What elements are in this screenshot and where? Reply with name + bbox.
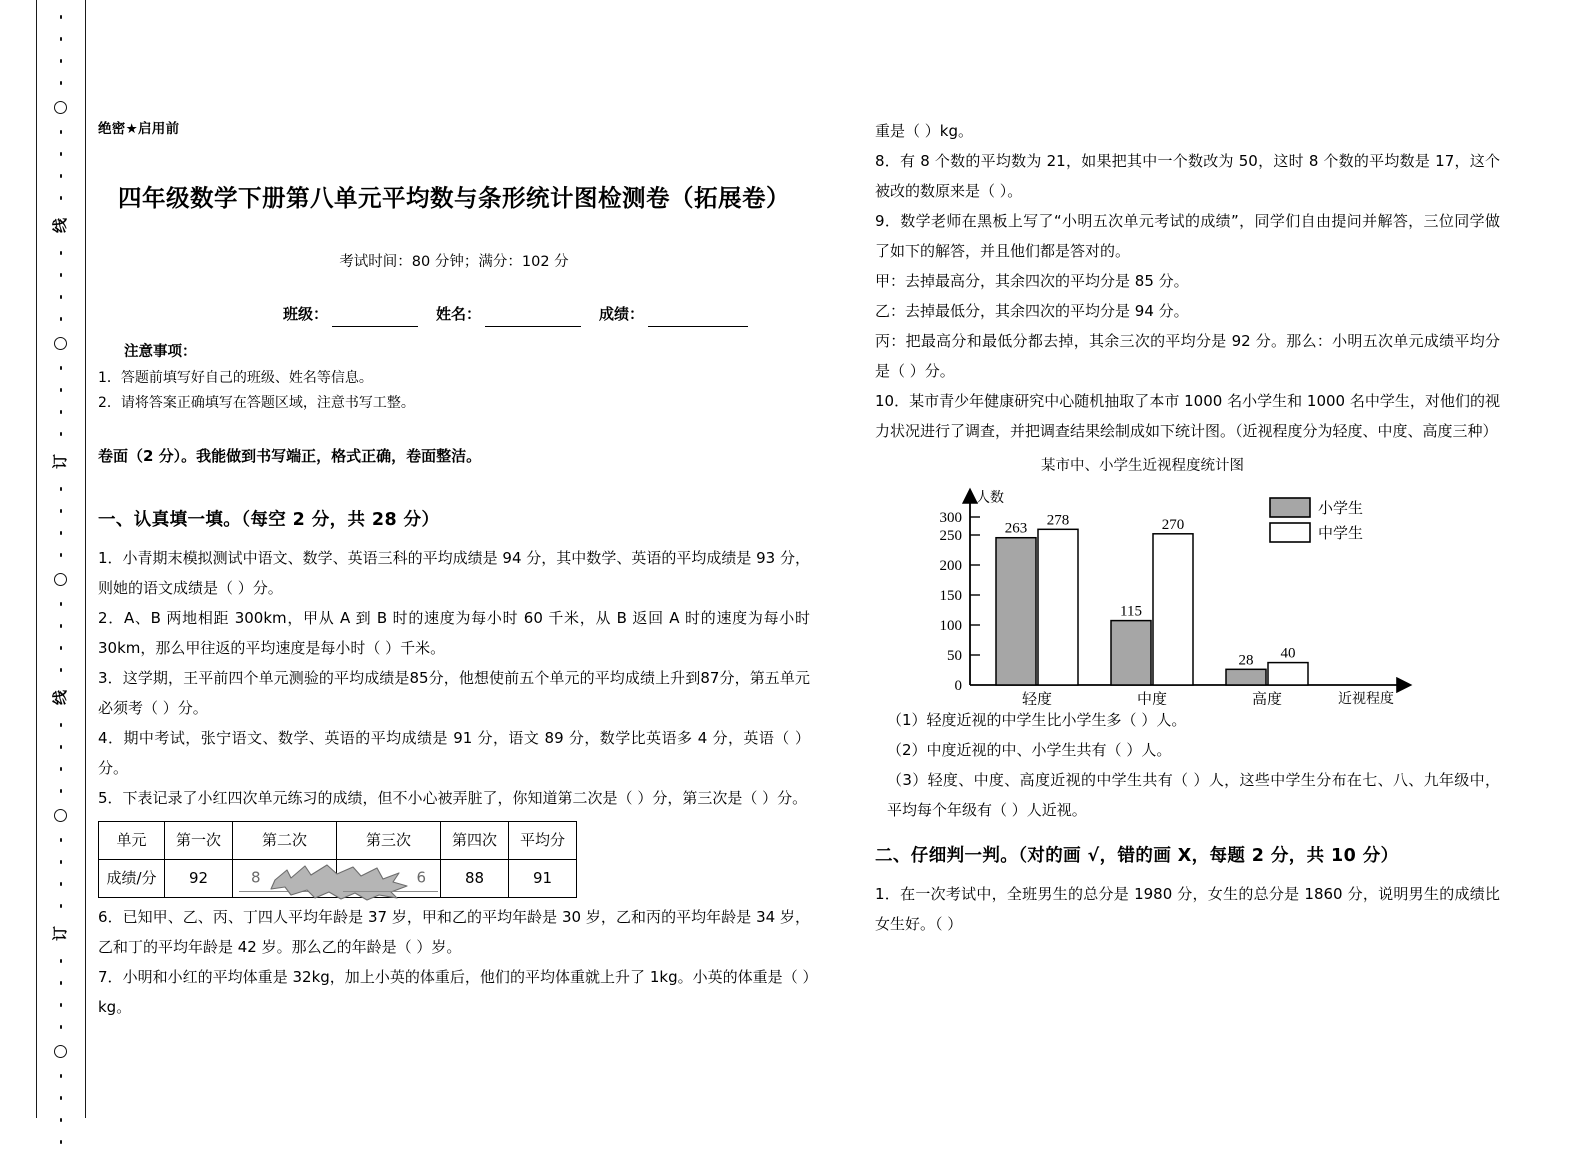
table-header-cell: 第一次: [165, 821, 233, 859]
class-field-blank[interactable]: [332, 326, 418, 327]
y-tick-label: 200: [939, 558, 962, 575]
score-field[interactable]: [599, 300, 748, 329]
binding-dash: [60, 388, 62, 392]
binding-dash: [60, 174, 62, 178]
notice-title: 注意事项：: [124, 343, 197, 360]
binding-label-line: 线: [51, 689, 70, 706]
question-7-continuation: 重是（ ）kg。: [875, 122, 973, 140]
score-field-blank[interactable]: [648, 326, 748, 327]
y-tick-label: 250: [939, 528, 962, 545]
table-cell-attempt-3: [337, 859, 441, 897]
y-tick-label: 0: [954, 678, 962, 695]
binding-dash: [60, 789, 62, 793]
binding-dash: [60, 37, 62, 41]
section-two-question-1: 1．在一次考试中，全班男生的总分是 1980 分，女生的总分是 1860 分，说明男生的成绩比女生好。（ ）: [875, 885, 1500, 934]
chart-bar-value: 263: [1004, 520, 1027, 537]
question-10-sub-1: （1）轻度近视的中学生比小学生多（ ）人。: [887, 711, 1187, 730]
binding-dash: [60, 366, 62, 370]
table-header-cell: 第三次: [337, 821, 441, 859]
name-field-blank[interactable]: [485, 326, 581, 327]
y-tick-label: 50: [946, 648, 962, 665]
binding-dash: [60, 904, 62, 908]
chart-bar: [1153, 534, 1193, 685]
binding-dash: [60, 81, 62, 85]
binding-hole-icon: [54, 573, 67, 586]
right-column: [875, 0, 1500, 939]
binding-dash: [60, 152, 62, 156]
handwriting-score-note: 卷面（2 分）。我能做到书写端正，格式正确，卷面整洁。: [98, 446, 482, 465]
binding-dash: [60, 1118, 62, 1122]
legend-label-secondary: 中学生: [1317, 524, 1363, 543]
question-7: 7．小明和小红的平均体重是 32kg，加上小英的体重后，他们的平均体重就上升了 1kg。小英的体重是（ ）kg。: [98, 967, 810, 1016]
blot-visible-digit-right: 6: [416, 868, 426, 887]
binding-dash: [60, 1074, 62, 1078]
chart-bar: [1038, 530, 1078, 686]
binding-dash: [60, 553, 62, 557]
binding-margin: [36, 0, 86, 1118]
chart-xlabel: 近视程度: [1337, 691, 1394, 706]
question-5: 5．下表记录了小红四次单元练习的成绩，但不小心被弄脏了，你知道第二次是（ ）分，第三次是（ ）分。: [98, 788, 808, 807]
question-10: 10．某市青少年健康研究中心随机抽取了本市 1000 名小学生和 1000 名中学生，对他们的视力状况进行了调查，并把调查结果绘制成如下统计图。（近视程度分为轻度、中度、高度三种）: [875, 392, 1500, 440]
binding-dash: [60, 745, 62, 749]
table-cell-attempt-2: [233, 859, 337, 897]
chart-bar-value: 40: [1280, 645, 1295, 662]
question-6: 6．已知甲、乙、丙、丁四人平均年龄是 37 岁，甲和乙的平均年龄是 30 岁，乙和丙的平均年龄是 34 岁，乙和丁的平均年龄是 42 岁。那么乙的年龄是（ ）岁。: [98, 907, 810, 956]
score-field-label: 成绩：: [599, 305, 645, 324]
x-tick-label: 高度: [1251, 690, 1282, 706]
binding-dash: [60, 130, 62, 134]
notice-item: 2．请将答案正确填写在答题区域，注意书写工整。: [98, 394, 415, 411]
binding-dash: [60, 432, 62, 436]
chart-bar: [1268, 663, 1308, 685]
binding-dash: [60, 295, 62, 299]
question-9: 9．数学老师在黑板上写了“小明五次单元考试的成绩”，同学们自由提问并解答，三位同学做了如下的解答，并且他们都是答对的。: [875, 212, 1500, 260]
table-header-cell: 平均分: [509, 821, 577, 859]
left-column: [98, 0, 810, 1022]
ink-blot-area: [233, 860, 336, 897]
class-field[interactable]: [283, 300, 418, 329]
binding-dash: [60, 531, 62, 535]
binding-dash: [60, 723, 62, 727]
binding-dash: [60, 602, 62, 606]
table-cell-attempt-1: 92: [165, 859, 233, 897]
binding-dash: [60, 838, 62, 842]
binding-dash: [60, 959, 62, 963]
y-tick-label: 300: [939, 510, 962, 527]
chart-bar: [996, 538, 1036, 685]
table-header-cell: 第二次: [233, 821, 337, 859]
binding-dash: [60, 882, 62, 886]
question-9-statement-jia: 甲：去掉最高分，其余四次的平均分是 85 分。: [875, 272, 1189, 290]
table-row: [99, 859, 577, 897]
name-field[interactable]: [436, 300, 581, 329]
y-tick-label: 100: [939, 618, 962, 635]
binding-label-line: 线: [51, 217, 70, 234]
page-title: 四年级数学下册第八单元平均数与条形统计图检测卷（拓展卷）: [118, 184, 790, 213]
binding-dash: [60, 1096, 62, 1100]
bar-chart: [898, 480, 1478, 705]
question-2: 2．A、B 两地相距 300km，甲从 A 到 B 时的速度为每小时 60 千米，从 B 返回 A 时的速度为每小时 30km，那么甲往返的平均速度是每小时（ ）千米。: [98, 608, 810, 657]
name-field-label: 姓名：: [436, 305, 482, 324]
chart-bar-value: 270: [1161, 517, 1184, 534]
ink-blot-area: [337, 860, 440, 897]
binding-dash: [60, 273, 62, 277]
binding-dash: [60, 767, 62, 771]
table-header-row: [99, 821, 577, 859]
binding-dash: [60, 317, 62, 321]
chart-legend: [1270, 498, 1363, 542]
question-8: 8．有 8 个数的平均数为 21，如果把其中一个数改为 50，这时 8 个数的平均数是 17，这个被改的数原来是（ ）。: [875, 152, 1500, 200]
blot-underline: [239, 891, 334, 892]
chart-y-ticks: [939, 510, 980, 694]
binding-dash: [60, 410, 62, 414]
question-10-sub-2: （2）中度近视的中、小学生共有（ ）人。: [887, 741, 1172, 760]
chart-bar: [1226, 670, 1266, 686]
question-4: 4．期中考试，张宁语文、数学、英语的平均成绩是 91 分，语文 89 分，数学比英语多 4 分，英语（ ）分。: [98, 728, 810, 777]
binding-dash: [60, 981, 62, 985]
binding-label-bind: 订: [51, 453, 70, 470]
section-one-heading: 一、认真填一填。（每空 2 分，共 28 分）: [98, 509, 440, 530]
chart-title: 某市中、小学生近视程度统计图: [1041, 458, 1244, 474]
binding-dash: [60, 624, 62, 628]
legend-swatch-primary: [1270, 498, 1310, 517]
question-9-statement-bing: 丙：把最高分和最低分都去掉，其余三次的平均分是 92 分。那么：小明五次单元成绩平均分是（ ）分。: [875, 332, 1500, 380]
x-tick-label: 中度: [1136, 690, 1167, 706]
binding-dash: [60, 646, 62, 650]
table-row-label: 成绩/分: [99, 859, 165, 897]
blot-underline: [343, 891, 438, 892]
section-two-heading: 二、仔细判一判。（对的画 √，错的画 X，每题 2 分，共 10 分）: [875, 846, 1399, 867]
question-3: 3．这学期，王平前四个单元测验的平均成绩是85分，他想使前五个单元的平均成绩上升到87分，第五单元必须考（ ）分。: [98, 668, 810, 717]
binding-dash: [60, 196, 62, 200]
exam-page: [86, 0, 1583, 1118]
secret-label: 绝密★启用前: [98, 121, 180, 137]
class-field-label: 班级：: [283, 305, 329, 324]
binding-dash: [60, 251, 62, 255]
binding-dash: [60, 668, 62, 672]
binding-dash: [60, 59, 62, 63]
table-cell-average: 91: [509, 859, 577, 897]
chart-bar: [1111, 621, 1151, 685]
table-header-cell: 单元: [99, 821, 165, 859]
binding-dash: [60, 1003, 62, 1007]
binding-dash: [60, 860, 62, 864]
question-10-sub-3: （3）轻度、中度、高度近视的中学生共有（ ）人，这些中学生分布在七、八、九年级中，平均每个年级有（ ）人近视。: [887, 771, 1500, 820]
binding-label-bind: 订: [51, 925, 70, 942]
legend-swatch-secondary: [1270, 523, 1310, 542]
exam-meta: 考试时间：80 分钟；满分：102 分: [339, 254, 569, 271]
score-record-table: [98, 821, 577, 898]
table-header-cell: 第四次: [441, 821, 509, 859]
chart-bar-value: 115: [1119, 603, 1142, 620]
notice-item: 1．答题前填写好自己的班级、姓名等信息。: [98, 369, 373, 386]
legend-label-primary: 小学生: [1317, 499, 1363, 518]
blot-visible-digit-left: 8: [251, 868, 261, 887]
binding-dash: [60, 1140, 62, 1144]
table-cell-attempt-4: 88: [441, 859, 509, 897]
chart-bars-layer: [996, 513, 1308, 686]
binding-hole-icon: [54, 337, 67, 350]
chart-bar-value: 278: [1046, 512, 1069, 529]
y-tick-label: 150: [939, 588, 962, 605]
chart-ylabel: 人数: [975, 490, 1004, 507]
question-1: 1．小青期末模拟测试中语文、数学、英语三科的平均成绩是 94 分，其中数学、英语的平均成绩是 93 分，则她的语文成绩是（ ）分。: [98, 548, 810, 597]
binding-dash: [60, 487, 62, 491]
binding-dash: [60, 509, 62, 513]
binding-dash: [60, 15, 62, 19]
binding-hole-icon: [54, 101, 67, 114]
binding-segment: [53, 6, 68, 1153]
question-9-statement-yi: 乙：去掉最低分，其余四次的平均分是 94 分。: [875, 302, 1189, 320]
binding-dash: [60, 1025, 62, 1029]
x-tick-label: 轻度: [1021, 690, 1052, 706]
bar-chart-figure: [875, 452, 1500, 705]
chart-bar-value: 28: [1238, 652, 1253, 669]
student-info-fields: [98, 300, 810, 329]
binding-hole-icon: [54, 809, 67, 822]
binding-hole-icon: [54, 1045, 67, 1058]
